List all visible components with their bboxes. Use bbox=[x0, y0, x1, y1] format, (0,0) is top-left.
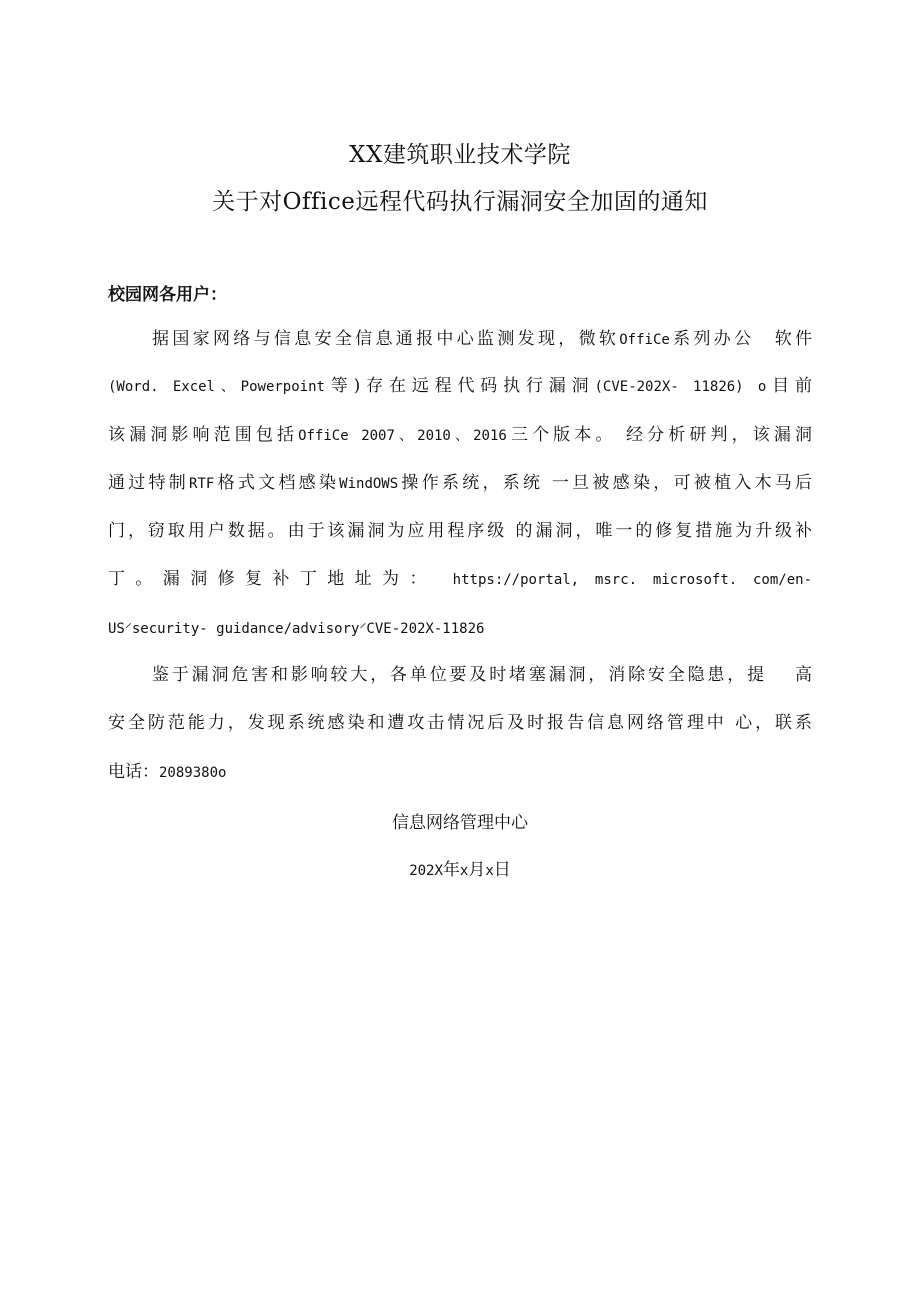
patch-url-part3: microsoft. bbox=[652, 572, 738, 588]
patch-url-line2: US⸍security- guidance/advisory⸍CVE-202X-11826 bbox=[108, 621, 485, 637]
paragraph1-line1: 据国家网络与信息安全信息通报中心监测发现，微软OffiCe系列办公 软件 bbox=[152, 329, 812, 349]
paragraph2-line2: 安全防范能力，发现系统感染和遭攻击情况后及时报告信息网络管理中 心，联系 bbox=[108, 713, 812, 733]
paragraph1-line6: 丁。漏洞修复补丁地址为： https://portal, msrc. microsoft. com/en- bbox=[108, 569, 812, 589]
paragraph2-line1: 鉴于漏洞危害和影响较大，各单位要及时堵塞漏洞，消除安全隐患，提 高 bbox=[152, 665, 812, 685]
paragraph1-line2: (Word. Excel、Powerpoint等)存在远程代码执行漏洞(CVE-202X- 11826) o目前 bbox=[108, 376, 812, 396]
paragraph1-line3: 该漏洞影响范围包括OffiCe 2007、2010、2016三个版本。 经分析研判，该漏洞 bbox=[108, 425, 812, 445]
paragraph2-line3: 电话：2089380o bbox=[108, 762, 227, 782]
contact-phone: 2089380o bbox=[159, 765, 227, 781]
document-subtitle: 关于对Office远程代码执行漏洞安全加固的通知 bbox=[212, 189, 708, 215]
patch-url-part4: com/en- bbox=[753, 572, 812, 588]
signature-date: 202X年x月x日 bbox=[409, 860, 511, 880]
paragraph1-line4: 通过特制RTF格式文档感染WindOWS操作系统，系统 一旦被感染，可被植入木马后 bbox=[108, 473, 812, 493]
salutation: 校园网各用户： bbox=[108, 285, 227, 305]
patch-url-part1: https://portal, bbox=[452, 572, 580, 588]
document-title: XX建筑职业技术学院 bbox=[349, 142, 571, 168]
patch-url-part2: msrc. bbox=[594, 572, 638, 588]
signature-org: 信息网络管理中心 bbox=[392, 813, 528, 833]
paragraph1-line5: 门，窃取用户数据。由于该漏洞为应用程序级 的漏洞，唯一的修复措施为升级补 bbox=[108, 521, 812, 541]
